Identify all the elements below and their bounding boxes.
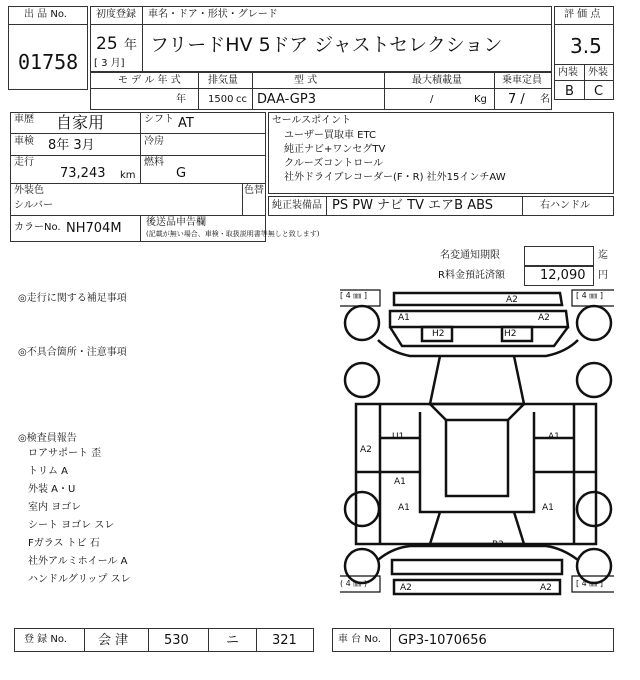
score-value: 3.5	[570, 34, 602, 58]
damage-mark: A2	[540, 583, 552, 593]
damage-mark: H2	[504, 329, 517, 339]
sales-point-line: クルーズコントロール	[284, 158, 383, 169]
damage-mark: A2	[506, 295, 518, 305]
exterior-grade: C	[594, 84, 604, 99]
model-year-unit: 年	[176, 94, 186, 105]
damage-mark: A1	[398, 313, 410, 323]
capacity-unit: 名	[540, 94, 550, 105]
model-year-label: モ デ ル 年 式	[118, 75, 181, 86]
damage-mark: A2	[400, 583, 412, 593]
history-value: 自家用	[56, 113, 105, 132]
displacement: 1500	[208, 94, 234, 105]
damage-mark: A1	[548, 432, 560, 442]
tire-depth-rear-right: [ 4 ㎜ ]	[576, 579, 603, 588]
tire-depth-front-left: [ 4 ㎜ ]	[340, 291, 367, 300]
reg-area: 会 津	[98, 633, 129, 648]
shift-label: シフト	[144, 114, 174, 125]
car-name: フリードHV 5ドア ジャストセレクション	[150, 34, 503, 56]
inspector-line: Fガラス トビ 石	[28, 538, 100, 549]
fuel-label: 燃料	[144, 157, 164, 168]
capacity-label: 乗車定員	[502, 75, 542, 86]
lot-label: 出 品 No.	[24, 9, 67, 20]
aftermarket-note: (記載が無い場合、車検・取扱説明書等無しと致します)	[146, 230, 320, 238]
steering-value: 右ハンドル	[540, 200, 590, 211]
max-load-label: 最大積載量	[412, 75, 462, 86]
inspector-line: ハンドルグリップ スレ	[28, 574, 131, 585]
inspector-line: トリム A	[28, 466, 69, 477]
running-remarks-label: ◎走行に関する補足事項	[18, 293, 127, 304]
tire-depth-rear-left: ( 4 ㎜ )	[340, 579, 367, 588]
aftermarket-label: 後送品申告欄	[146, 217, 206, 228]
recycle-unit: 円	[598, 270, 608, 281]
inspection-label: 車検	[14, 136, 34, 147]
reg-month: [ 3 月]	[94, 58, 125, 69]
damage-mark: A2	[538, 313, 550, 323]
recycle-value: 12,090	[540, 268, 586, 283]
max-load-unit: Kg	[474, 94, 487, 105]
defect-remarks-label: ◎不具合箇所・注意事項	[18, 347, 127, 358]
lot-number: 01758	[18, 50, 79, 74]
reg-label: 初度登録	[96, 9, 136, 20]
inspection-value: 8年 3月	[48, 138, 95, 153]
recycle-label: R料金預託済額	[438, 270, 505, 281]
damage-mark: B2	[492, 540, 504, 550]
sales-points-label: セールスポイント	[272, 115, 352, 126]
equipment-items: PS PW ナビ TV エアB ABS	[332, 198, 494, 213]
inspector-line: 社外アルミホイール A	[28, 556, 128, 567]
model-type: DAA-GP3	[257, 92, 316, 107]
displacement-unit: cc	[236, 94, 247, 105]
ext-color-label: 外装色	[14, 185, 44, 196]
mileage-unit: km	[120, 170, 136, 181]
type-label: 型 式	[294, 75, 318, 86]
equipment-label: 純正装備品	[272, 200, 322, 211]
history-label: 車歴	[14, 114, 34, 125]
reg-year-unit: 年	[124, 38, 138, 53]
score-label: 評 価 点	[564, 9, 601, 20]
name-change-box	[524, 246, 594, 266]
name-change-label: 名変通知期限	[440, 250, 500, 261]
mileage-value: 73,243	[60, 166, 106, 181]
inspector-report-label: ◎検査員報告	[18, 433, 77, 444]
reg-class: 530	[164, 633, 189, 648]
reg-year: 25	[96, 34, 118, 54]
inspector-line: 外装 A・U	[28, 484, 76, 495]
max-load: /	[430, 94, 434, 105]
interior-label: 内装	[558, 67, 578, 78]
vin-value: GP3-1070656	[398, 633, 487, 648]
displacement-label: 排気量	[208, 75, 238, 86]
damage-mark: A1	[394, 477, 406, 487]
ext-color-value: シルバー	[14, 200, 54, 211]
car-spec-label: 車名・ドア・形状・グレード	[148, 9, 278, 20]
interior-grade: B	[565, 84, 574, 99]
ac-label: 冷房	[144, 136, 164, 147]
sales-point-line: ユーザー買取車 ETC	[284, 130, 377, 141]
color-no-label: カラーNo.	[14, 222, 61, 233]
mileage-label: 走行	[14, 157, 34, 168]
name-change-unit: 迄	[598, 250, 608, 261]
sales-point-line: 純正ナビ+ワンセグTV	[284, 144, 386, 155]
exterior-label: 外装	[588, 67, 608, 78]
color-change-label: 色替	[244, 185, 264, 196]
sales-point-line: 社外ドライブレコーダー(F・R) 社外15インチAW	[284, 172, 506, 183]
color-no-value: NH704M	[66, 221, 122, 236]
inspector-line: ロアサポート 歪	[28, 448, 102, 459]
damage-mark: A2	[360, 445, 372, 455]
inspector-line: シート ヨゴレ スレ	[28, 520, 115, 531]
fuel-value: G	[176, 166, 187, 181]
tire-depth-front-right: [ 4 ㎜ ]	[576, 291, 603, 300]
damage-mark: A1	[542, 503, 554, 513]
reg-no-label: 登 録 No.	[24, 634, 67, 645]
damage-mark: H2	[432, 329, 445, 339]
damage-mark: U1	[392, 432, 405, 442]
damage-mark: A1	[398, 503, 410, 513]
reg-number: 321	[272, 633, 297, 648]
shift-value: AT	[178, 116, 194, 131]
capacity: 7 /	[508, 92, 525, 107]
vin-label: 車 台 No.	[338, 634, 381, 645]
inspector-line: 室内 ヨゴレ	[28, 502, 82, 513]
reg-kana: ニ	[226, 633, 240, 648]
